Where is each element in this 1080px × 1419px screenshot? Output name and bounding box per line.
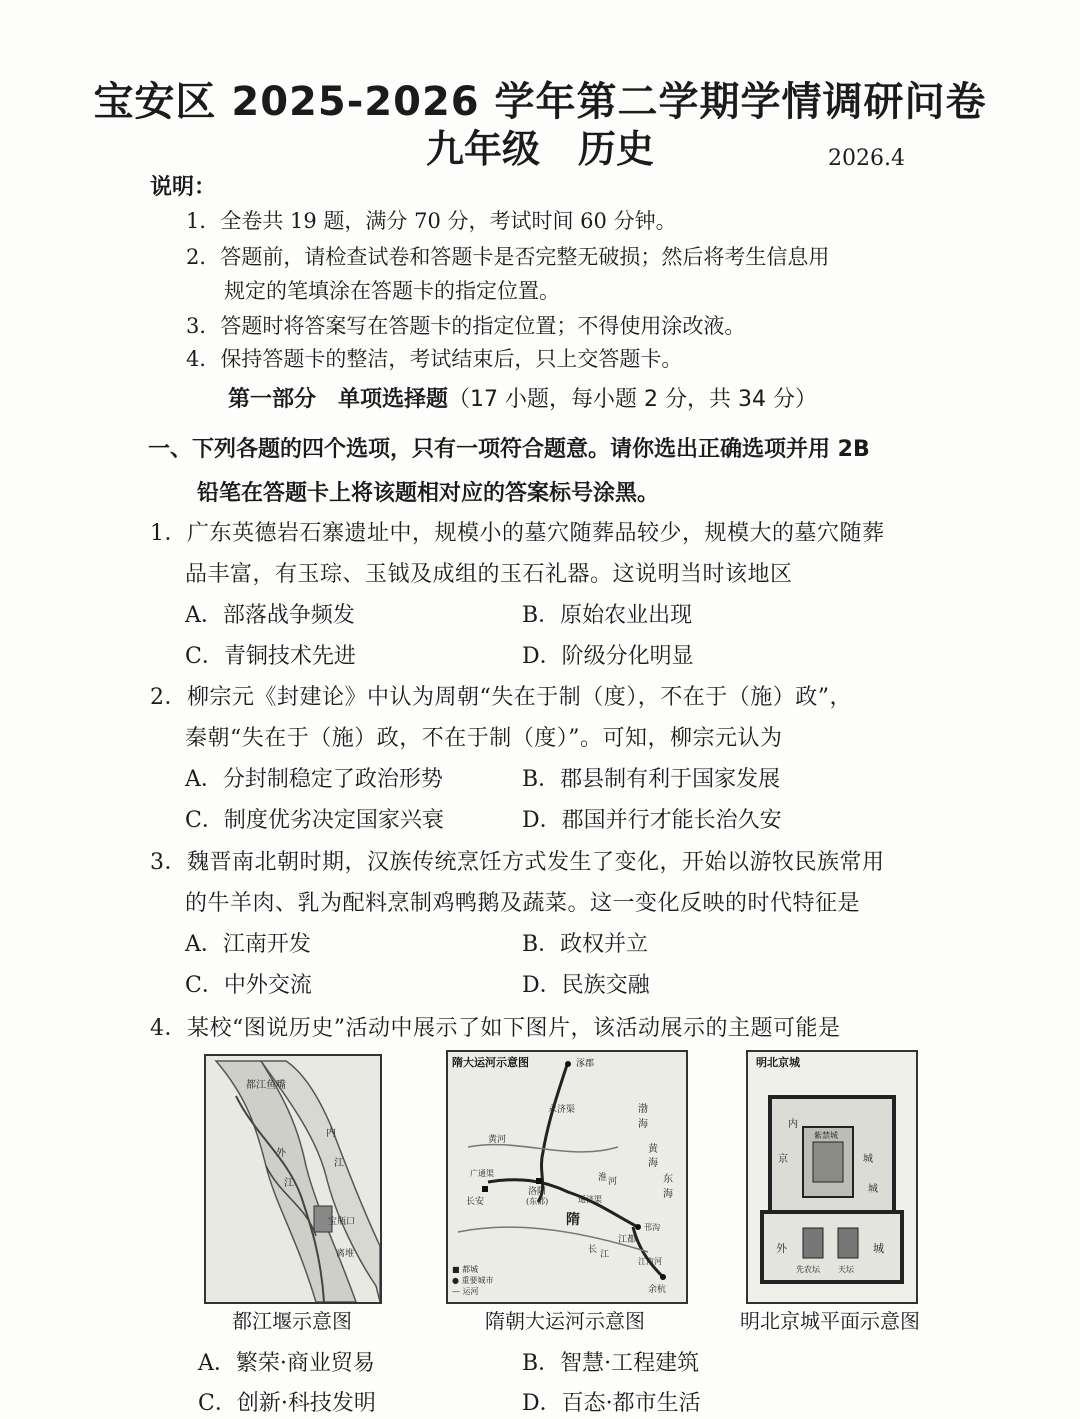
canal-legend: ● 重要城市 [452,1276,494,1285]
note-item: 4．保持答题卡的整洁，考试结束后，只上交答题卡。 [186,347,683,371]
canal-label: 渤 [638,1104,648,1115]
sui-canal-map [446,1050,688,1304]
beijing-label: 天坛 [838,1265,854,1274]
figure-caption-beijing: 明北京城平面示意图 [740,1309,920,1333]
part-heading [228,382,817,413]
option-c: C．青铜技术先进 [185,644,356,669]
beijing-label: 紫禁城 [814,1131,838,1140]
question-1-stem: 品丰富，有玉琮、玉钺及成组的玉石礼器。这说明当时该地区 [185,562,793,587]
option-c: C．中外交流 [185,973,312,998]
dujiangyan-svg [206,1056,380,1302]
beijing-label: 内 [788,1119,798,1130]
question-3-stem: 3．魏晋南北朝时期，汉族传统烹饪方式发生了变化，开始以游牧民族常用 [150,850,885,875]
question-2-stem: 秦朝“失在于（施）政，不在于制（度）”。可知，柳宗元认为 [185,726,783,751]
question-4-stem: 4．某校“图说历史”活动中展示了如下图片，该活动展示的主题可能是 [150,1016,841,1041]
beijing-label: 城 [863,1154,873,1165]
exam-title: 宝安区 2025-2026 学年第二学期学情调研问卷 [93,79,987,125]
option-b: B．智慧·工程建筑 [522,1351,700,1376]
question-3-stem: 的牛羊肉、乳为配料烹制鸡鸭鹅及蔬菜。这一变化反映的时代特征是 [185,891,861,916]
part-label: 第一部分 单项选择题 [228,387,449,412]
part-detail: （17 小题，每小题 2 分，共 34 分） [448,387,817,412]
canal-label: 洛阳 [528,1187,547,1197]
dujiangyan-map [204,1054,382,1304]
note-item: 2．答题前，请检查试卷和答题卡是否完整无破损；然后将考生信息用 [186,245,830,269]
option-a: A．部落战争频发 [185,603,355,628]
canal-label: 涿郡 [576,1059,595,1069]
option-b: B．郡县制有利于国家发展 [522,767,781,792]
exam-date: 2026.4 [828,146,905,171]
ming-beijing-svg [748,1052,916,1302]
option-a: A．繁荣·商业贸易 [198,1351,375,1376]
canal-label: 黄河 [488,1135,507,1145]
canal-label: 江南河 [638,1257,662,1266]
option-b: B．政权并立 [522,932,649,957]
beijing-label: 城 [873,1242,884,1255]
canal-label: 隋 [566,1212,580,1228]
option-c: C．制度优劣决定国家兴衰 [185,808,444,833]
beijing-label: 城 [868,1184,878,1195]
figure-caption-canal: 隋朝大运河示意图 [485,1309,645,1333]
canal-label: 东 [663,1174,673,1185]
canal-label: (东都) [526,1197,549,1206]
label-yuzui: 都江鱼嘴 [246,1080,286,1091]
exam-subtitle: 九年级 历史 [425,127,654,171]
section-instruction: 铅笔在答题卡上将该题相对应的答案标号涂黑。 [197,481,660,506]
option-a: A．分封制稳定了政治形势 [185,767,443,792]
beijing-map-title: 明北京城 [756,1056,800,1069]
label-baopingkou: 宝瓶口 [328,1217,356,1227]
canal-label: 河 [608,1177,618,1187]
canal-map-title: 隋大运河示意图 [452,1056,529,1069]
beijing-label: 京 [778,1154,788,1165]
beijing-label: 外 [776,1242,787,1255]
canal-legend: ■ 都城 [452,1265,479,1274]
canal-label: 淮 [598,1173,608,1183]
option-d: D．郡国并行才能长治久安 [522,808,782,833]
label-jiang: 江 [334,1158,344,1169]
canal-label: 通济渠 [578,1195,602,1204]
note-item: 规定的笔填涂在答题卡的指定位置。 [224,279,560,303]
option-d: D．百态·都市生活 [522,1391,701,1416]
canal-legend: — 运河 [452,1287,479,1296]
label-lidui: 离堆 [336,1249,355,1259]
ming-beijing-map [746,1050,918,1304]
canal-label: 长安 [466,1197,485,1207]
option-c: C．创新·科技发明 [198,1391,376,1416]
canal-label: 江都 [618,1235,637,1245]
option-a: A．江南开发 [185,932,311,957]
canal-label: 广通渠 [470,1169,494,1178]
sui-canal-svg [448,1052,686,1302]
option-b: B．原始农业出现 [522,603,693,628]
label-jiang2: 江 [284,1178,294,1189]
option-d: D．阶级分化明显 [522,644,694,669]
canal-label: 邗沟 [644,1223,660,1232]
canal-label: 长 [588,1245,598,1255]
label-wai: 外 [276,1148,286,1159]
label-nei: 内 [326,1128,336,1139]
question-2-stem: 2．柳宗元《封建论》中认为周朝“失在于制（度），不在于（施）政”， [150,685,852,710]
option-d: D．民族交融 [522,973,650,998]
canal-label: 余杭 [648,1285,667,1295]
section-instruction: 一、下列各题的四个选项，只有一项符合题意。请你选出正确选项并用 2B [148,437,870,462]
canal-label: 黄 [648,1144,658,1155]
figure-caption-dujiangyan: 都江堰示意图 [232,1309,352,1333]
canal-label: 永济渠 [548,1105,576,1115]
canal-label: 海 [663,1189,673,1200]
canal-label: 海 [648,1158,658,1169]
beijing-label: 先农坛 [796,1265,820,1274]
question-1-stem: 1．广东英德岩石寨遗址中，规模小的墓穴随葬品较少，规模大的墓穴随葬 [150,521,885,546]
note-item: 3．答题时将答案写在答题卡的指定位置；不得使用涂改液。 [186,314,746,338]
canal-label: 海 [638,1119,648,1130]
notes-title: 说明： [150,175,217,200]
note-item: 1．全卷共 19 题，满分 70 分，考试时间 60 分钟。 [186,209,677,233]
canal-label: 江 [600,1250,610,1260]
